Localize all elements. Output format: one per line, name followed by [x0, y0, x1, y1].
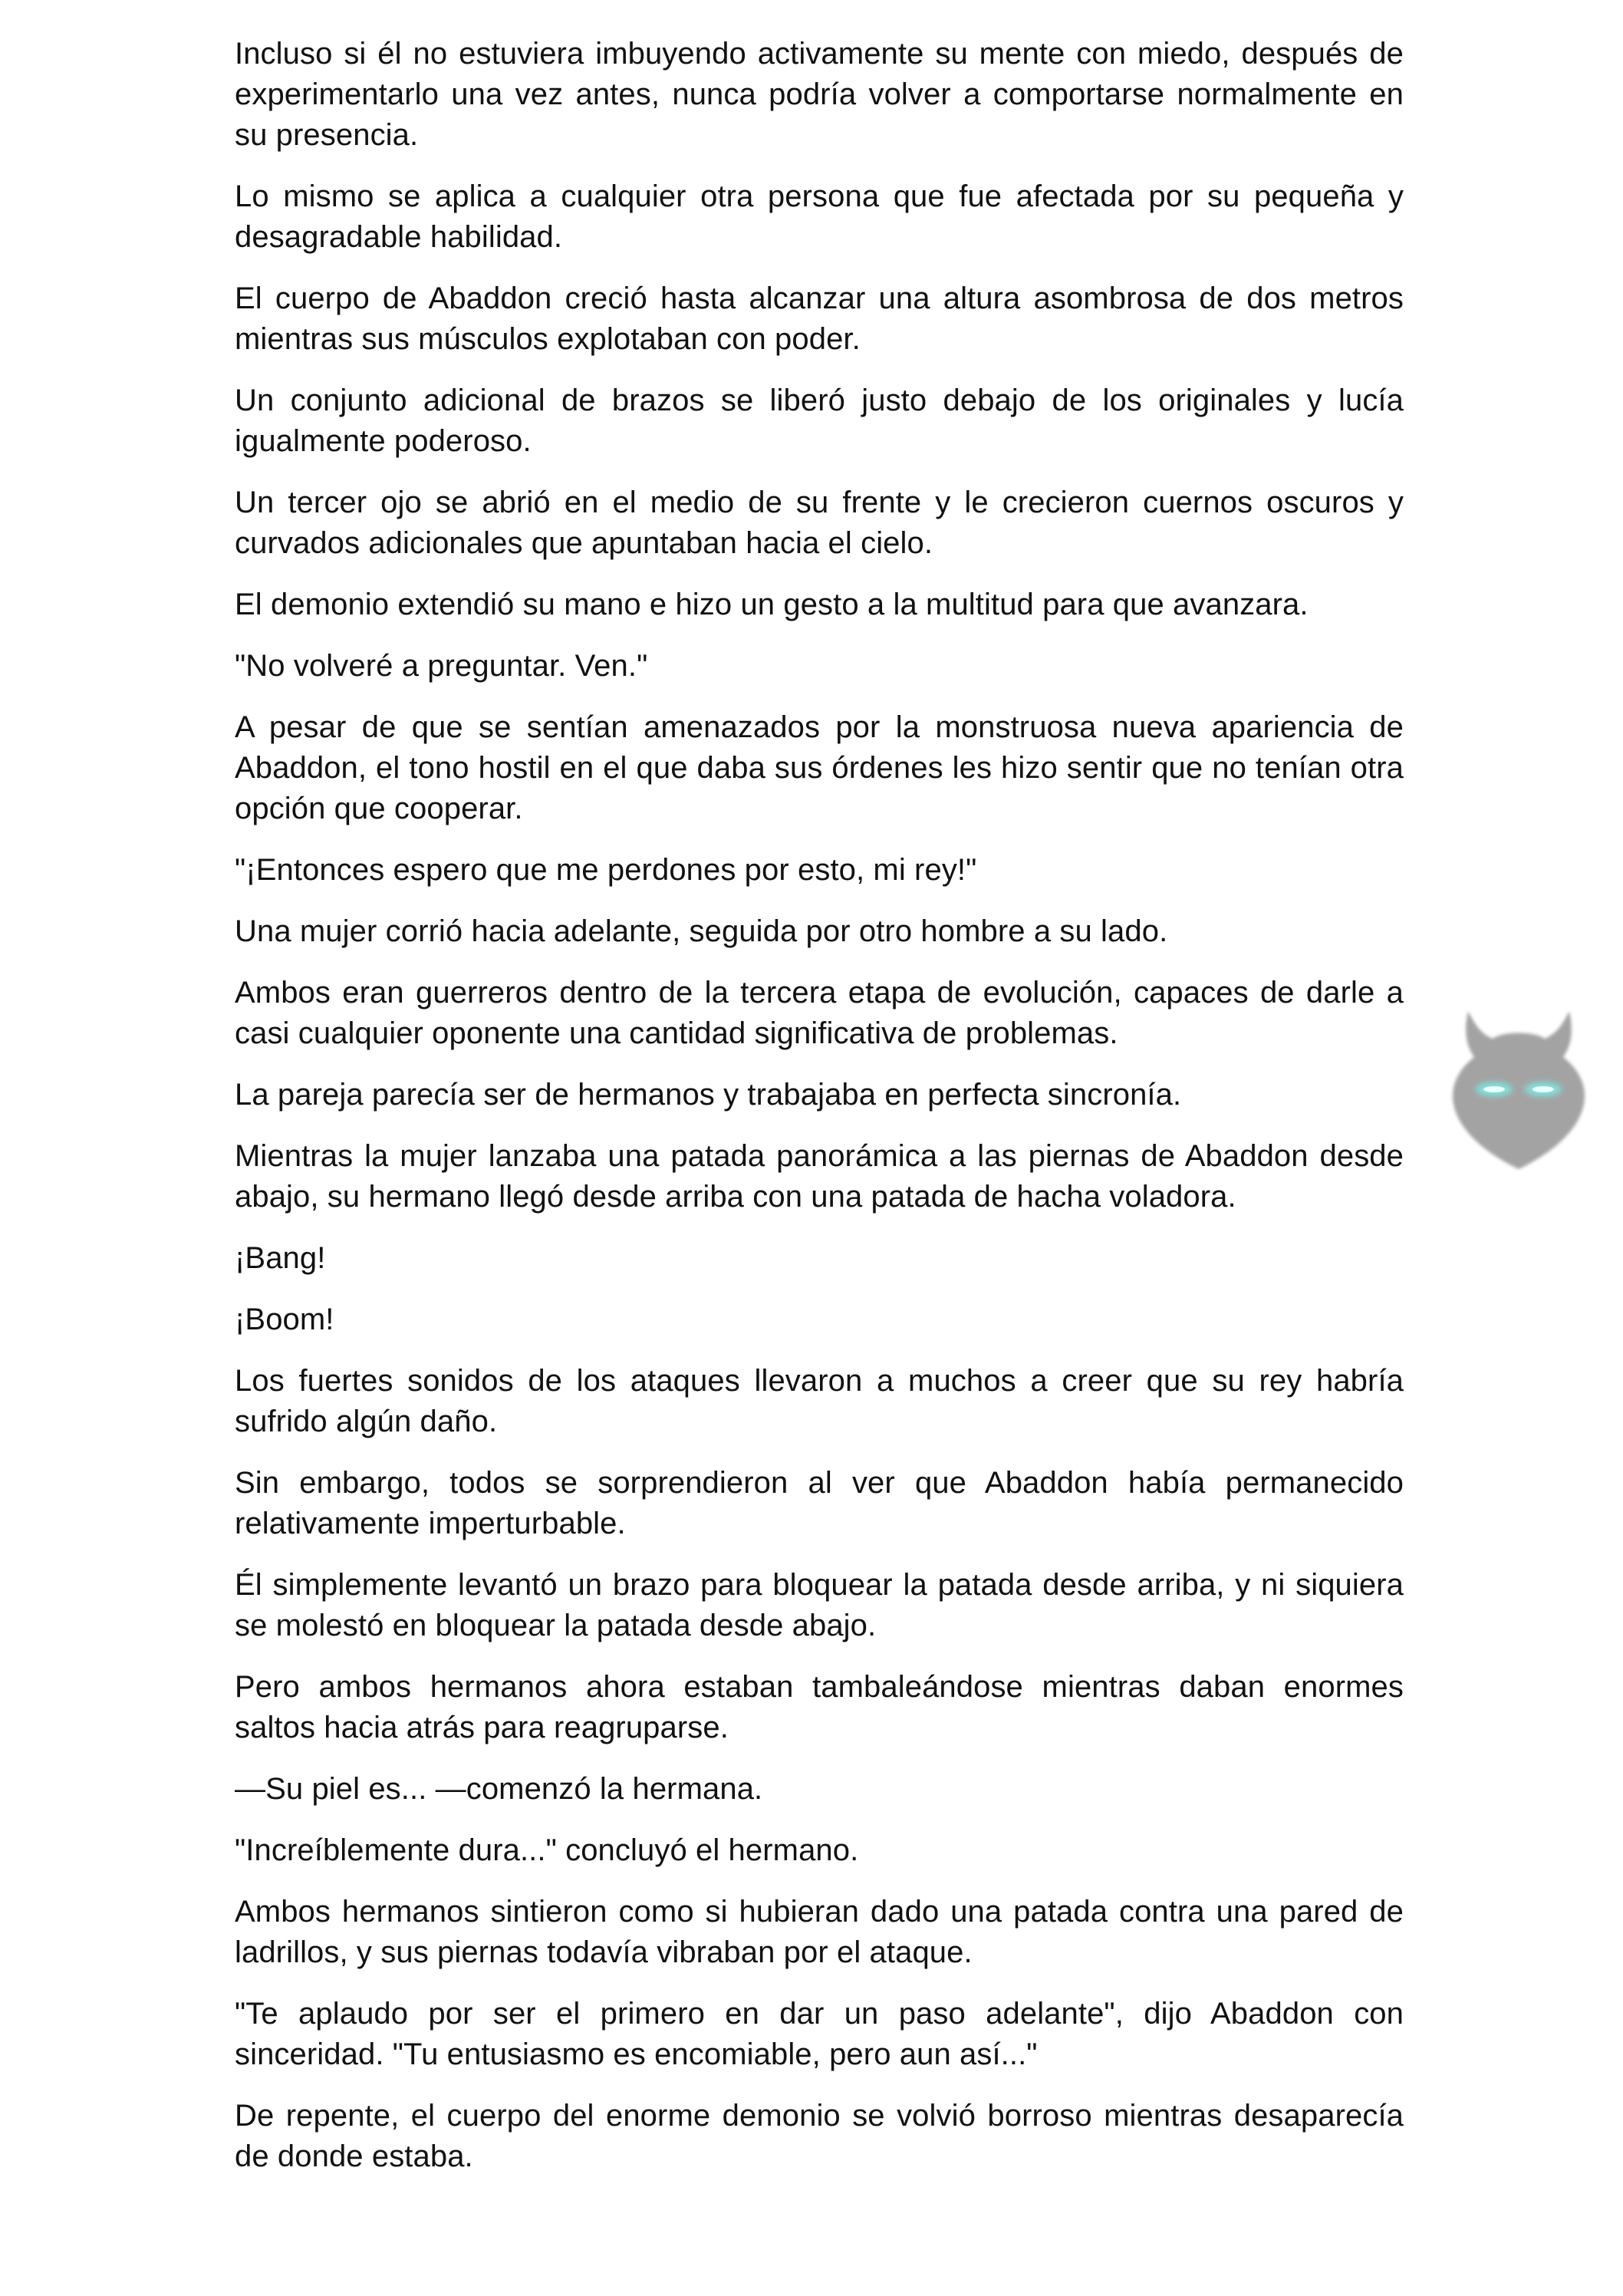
paragraph: Ambos eran guerreros dentro de la tercera etapa de evolución, capaces de darle a casi cualquier oponente una cantidad significativa de problemas.: [235, 976, 1404, 1050]
paragraph: De repente, el cuerpo del enorme demonio se volvió borroso mientras desaparecía de donde estaba.: [235, 2099, 1404, 2173]
paragraph: Una mujer corrió hacia adelante, seguida por otro hombre a su lado.: [235, 914, 1168, 948]
paragraph: "¡Entonces espero que me perdones por esto, mi rey!": [235, 853, 977, 887]
paragraph: "Increíblemente dura..." concluyó el hermano.: [235, 1833, 859, 1867]
paragraph: Lo mismo se aplica a cualquier otra persona que fue afectada por su pequeña y desagradable habilidad.: [235, 180, 1404, 254]
paragraph: "No volveré a preguntar. Ven.": [235, 649, 648, 683]
paragraph: A pesar de que se sentían amenazados por la monstruosa nueva apariencia de Abaddon, el tono hostil en el que daba sus órdenes les hizo sentir que no tenían otra opción que cooperar.: [235, 710, 1404, 825]
paragraph: Mientras la mujer lanzaba una patada panorámica a las piernas de Abaddon desde abajo, su hermano llegó desde arriba con una patada de hacha voladora.: [235, 1139, 1404, 1214]
paragraph: Un tercer ojo se abrió en el medio de su frente y le crecieron cuernos oscuros y curvados adicionales que apuntaban hacia el cielo.: [235, 486, 1404, 560]
paragraph: Los fuertes sonidos de los ataques llevaron a muchos a creer que su rey habría sufrido algún daño.: [235, 1364, 1404, 1438]
paragraph: "Te aplaudo por ser el primero en dar un paso adelante", dijo Abaddon con sinceridad. "Tu entusiasmo es encomiable, pero aun así...": [235, 1997, 1404, 2071]
paragraph: ¡Boom!: [235, 1303, 334, 1336]
paragraph: Ambos hermanos sintieron como si hubieran dado una patada contra una pared de ladrillos, y sus piernas todavía vibraban por el ataque.: [235, 1895, 1404, 1969]
paragraph: Un conjunto adicional de brazos se liberó justo debajo de los originales y lucía igualmente poderoso.: [235, 384, 1404, 458]
demon-head-icon: [1442, 997, 1595, 1174]
paragraph: Pero ambos hermanos ahora estaban tambaleándose mientras daban enormes saltos hacia atrás para reagruparse.: [235, 1670, 1404, 1744]
paragraph: —Su piel es... —comenzó la hermana.: [235, 1772, 763, 1806]
paragraph: ¡Bang!: [235, 1241, 326, 1275]
paragraph: Incluso si él no estuviera imbuyendo activamente su mente con miedo, después de experimentarlo una vez antes, nunca podría volver a comportarse normalmente en su presencia.: [235, 37, 1404, 152]
paragraph: Sin embargo, todos se sorprendieron al ver que Abaddon había permanecido relativamente imperturbable.: [235, 1466, 1404, 1540]
paragraph: El cuerpo de Abaddon creció hasta alcanzar una altura asombrosa de dos metros mientras sus músculos explotaban con poder.: [235, 282, 1404, 356]
paragraph: El demonio extendió su mano e hizo un gesto a la multitud para que avanzara.: [235, 588, 1309, 621]
paragraph: La pareja parecía ser de hermanos y trabajaba en perfecta sincronía.: [235, 1078, 1182, 1112]
paragraph: Él simplemente levantó un brazo para bloquear la patada desde arriba, y ni siquiera se molestó en bloquear la patada desde abajo.: [235, 1568, 1404, 1642]
document-body: [235, 34, 1404, 2198]
